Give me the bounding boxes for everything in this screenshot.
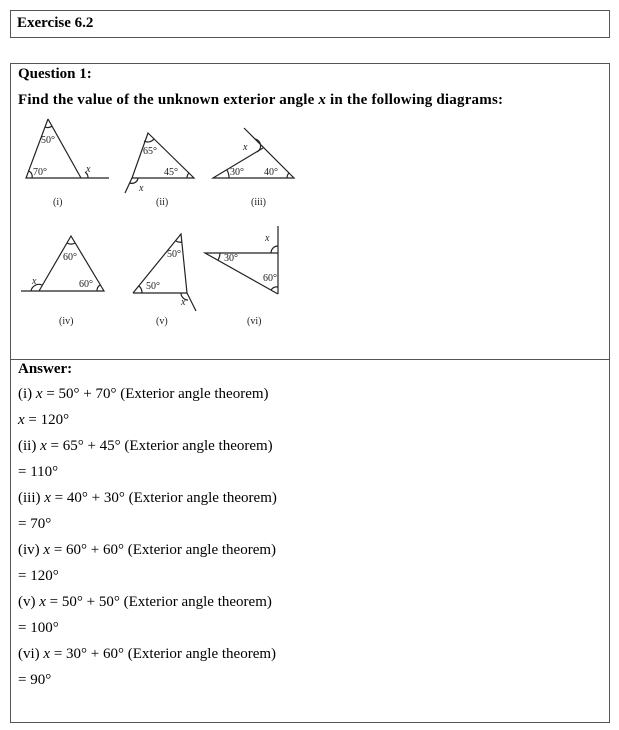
answer-line: [18, 672, 51, 689]
angle-label: 50°: [146, 281, 160, 292]
diagram-vi: [205, 226, 278, 327]
answer-line: [18, 490, 277, 507]
unknown-label: x: [265, 233, 270, 244]
answer-line-pre: = 70°: [18, 516, 52, 532]
answer-line: [18, 620, 59, 637]
angle-label: 60°: [63, 252, 77, 263]
diagram-v: [133, 234, 196, 327]
answer-line-pre: (ii): [18, 438, 41, 454]
diagram-caption: (iv): [59, 316, 74, 327]
answer-line-post: = 50° + 50° (Exterior angle theorem): [45, 594, 272, 610]
angle-label: 45°: [164, 167, 178, 178]
section-divider: [11, 359, 609, 360]
answer-line: [18, 412, 69, 429]
answer-line-post: = 30° + 60° (Exterior angle theorem): [50, 646, 277, 662]
answer-line: [18, 438, 273, 455]
answer-line: [18, 594, 272, 611]
answer-line-var: x: [44, 490, 51, 506]
question-label: Question 1:: [18, 66, 92, 82]
answer-line: [18, 386, 269, 403]
angle-label: 65°: [143, 146, 157, 157]
unknown-label: x: [181, 297, 186, 308]
answer-line-var: x: [18, 412, 25, 428]
answer-line-post: = 120°: [24, 412, 70, 428]
diagram-caption: (ii): [156, 197, 169, 208]
answer-line-post: = 40° + 30° (Exterior angle theorem): [50, 490, 277, 506]
answer-line-pre: (v): [18, 594, 40, 610]
question-text-part: in the following diagrams:: [326, 92, 504, 108]
answer-line-pre: = 90°: [18, 672, 52, 688]
answer-line: [18, 516, 51, 533]
diagram-iii: [213, 128, 294, 208]
unknown-label: x: [86, 164, 91, 175]
answer-line-var: x: [40, 438, 47, 454]
diagram-iv: [21, 236, 104, 327]
angle-label: 40°: [264, 167, 278, 178]
exercise-title-box: [10, 10, 610, 38]
angle-label: 30°: [230, 167, 244, 178]
triangle-diagrams: [11, 64, 609, 359]
answer-line-pre: = 120°: [18, 568, 59, 584]
exercise-title: Exercise 6.2: [17, 15, 94, 31]
answer-line-pre: (iv): [18, 542, 44, 558]
answer-line: [18, 646, 276, 663]
angle-label: 60°: [79, 279, 93, 290]
answer-line: [18, 464, 58, 481]
answer-line-var: x: [43, 542, 51, 558]
unknown-label: x: [32, 276, 37, 287]
angle-label: 50°: [41, 135, 55, 146]
answer-line-post: = 50° + 70° (Exterior angle theorem): [42, 386, 269, 402]
answer-line: [18, 542, 276, 559]
answer-line-post: = 65° + 45° (Exterior angle theorem): [46, 438, 273, 454]
answer-line: [18, 568, 59, 585]
answer-line-pre: (vi): [18, 646, 44, 662]
answer-line-var: x: [35, 386, 43, 402]
answer-line-pre: = 110°: [18, 464, 59, 480]
diagram-caption: (i): [53, 197, 63, 208]
angle-label: 30°: [224, 253, 238, 264]
unknown-label: x: [139, 183, 144, 194]
angle-label: 60°: [263, 273, 277, 284]
unknown-label: x: [243, 142, 248, 153]
angle-label: 50°: [167, 249, 181, 260]
diagram-caption: (v): [156, 316, 168, 327]
question-box: [10, 63, 610, 723]
answer-line-pre: (iii): [18, 490, 45, 506]
answer-line-post: = 60° + 60° (Exterior angle theorem): [50, 542, 277, 558]
question-variable: x: [318, 92, 327, 108]
angle-label: 70°: [33, 167, 47, 178]
diagram-i: [26, 119, 109, 208]
answer-line-pre: = 100°: [18, 620, 59, 636]
diagram-caption: (vi): [247, 316, 262, 327]
diagram-ii: [125, 133, 194, 208]
answer-line-var: x: [39, 594, 46, 610]
answer-line-pre: (i): [18, 386, 36, 402]
answer-label: Answer:: [18, 361, 73, 377]
question-text-part: Find the value of the unknown exterior angle: [18, 92, 319, 108]
diagram-caption: (iii): [251, 197, 266, 208]
answer-line-var: x: [43, 646, 51, 662]
